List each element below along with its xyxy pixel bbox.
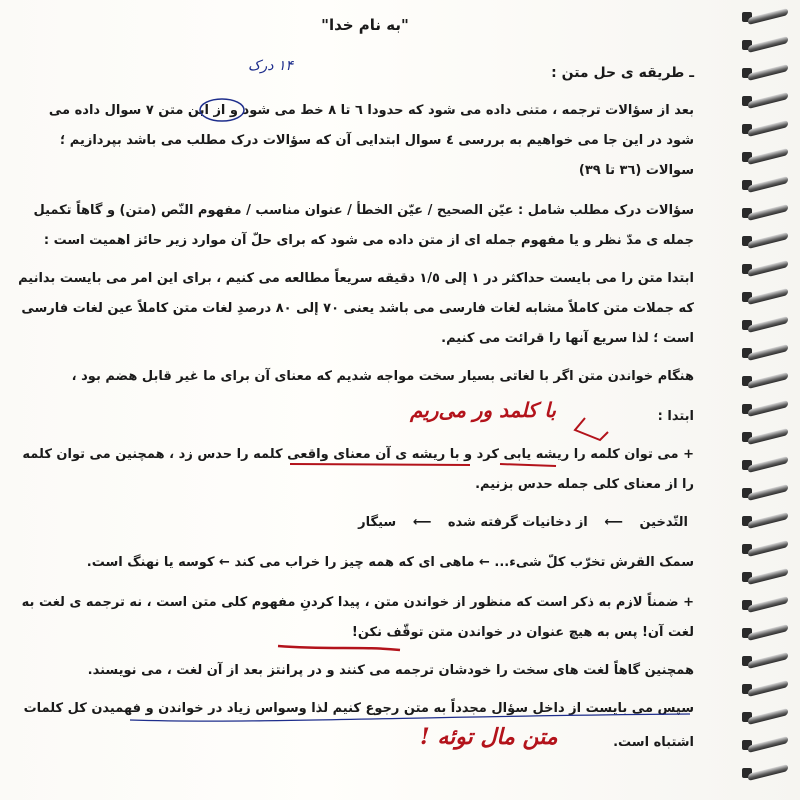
- spiral-coil: [742, 316, 794, 334]
- text-line-8: است ؛ لذا سریع آنها را قرائت می کنیم.: [441, 331, 694, 346]
- chain-term-a: التّدخین: [639, 515, 688, 530]
- text-line-1: بعد از سؤالات ترجمه ، متنی داده می شود که حدودا ٦ تا ٨ خط می شود و از این متن ٧ سوال داده می: [48, 103, 694, 118]
- spiral-coil: [742, 288, 794, 306]
- spiral-coil: [742, 344, 794, 362]
- text-line-7: که جملات متن کاملاً مشابه لغات فارسی می باشد یعنی ٧٠ إلی ٨٠ درصدِ لغات متن کاملاً عین لغات فارسی: [21, 301, 694, 316]
- spiral-coil: [742, 764, 794, 782]
- spiral-coil: [742, 372, 794, 390]
- spiral-coil: [742, 652, 794, 670]
- spiral-coil: [742, 260, 794, 278]
- text-line-11: + می توان کلمه را ریشه یابی کرد و با ریشه ی آن معنای واقعی کلمه را حدس زد ، همچنین می توان کلمه: [22, 447, 694, 462]
- page-title: "به نام خدا": [321, 16, 409, 34]
- text-line-12: را از معنای کلی جمله حدس بزنیم.: [475, 477, 694, 492]
- spiral-coil: [742, 204, 794, 222]
- spiral-coil: [742, 624, 794, 642]
- text-line-14: + ضمناً لازم به ذکر است که منظور از خواندن متن ، پیدا کردنِ مفهوم کلی متن است ، نه ترجمه ی لغت به: [21, 595, 694, 610]
- spiral-coil: [742, 512, 794, 530]
- spiral-coil: [742, 540, 794, 558]
- arrow-left-icon: ⟵: [604, 515, 623, 530]
- text-line-6: ابتدا متن را می بایست حداکثر در ١ إلی ١/٥ دقیقه سریعاً مطالعه می کنیم ، برای این امر می بایست بدانیم: [18, 271, 694, 286]
- spiral-coil: [742, 428, 794, 446]
- spiral-coil: [742, 36, 794, 54]
- text-line-9: هنگام خواندن متن اگر با لغاتی بسیار سخت مواجه شدیم که معنای آن برای ما غیر قابل هضم بود ،: [71, 369, 694, 384]
- spiral-coil: [742, 484, 794, 502]
- spiral-coil: [742, 568, 794, 586]
- start-handwritten-note: با کلمد ور می‌ریم: [410, 398, 556, 422]
- spiral-coil: [742, 680, 794, 698]
- document-body: [20, 0, 710, 800]
- spiral-coil: [742, 708, 794, 726]
- spiral-coil: [742, 400, 794, 418]
- section-heading: ـ طریقه ی حل متن :: [551, 65, 694, 81]
- chain-term-c: سیگار: [358, 515, 397, 530]
- bottom-handwritten-note: متن مال توئه !: [420, 724, 558, 750]
- spiral-coil: [742, 232, 794, 250]
- margin-count-note: ۱۴ درک: [248, 58, 294, 74]
- text-line-17: سپس می بایست از داخل سؤال مجدداً به متن رجوع کنیم لذا وسواس زیاد در خواندن و فهمیدن کل کلمات: [23, 701, 694, 716]
- spiral-coil: [742, 148, 794, 166]
- text-line-15: لغت آن! پس به هیچ عنوان در خواندن متن توقّف نکن!: [351, 625, 694, 640]
- text-line-18: اشتباه است.: [613, 735, 694, 750]
- notebook-spiral-binding: [736, 0, 800, 800]
- text-line-5: جمله ی مدّ نظر و یا مفهوم جمله ای از متن داده می شود که برای حلّ آن موارد زیر حائز اهمیت است :: [43, 233, 694, 248]
- text-line-13: سمک القرش تخرّب کلّ شیء... ← ماهی ای که همه چیز را خراب می کند ← کوسه یا نهنگ است.: [86, 555, 694, 570]
- text-line-3: سوالات (٣٦ تا ٣٩): [578, 163, 694, 178]
- spiral-coil: [742, 456, 794, 474]
- spiral-coil: [742, 736, 794, 754]
- spiral-coil: [742, 120, 794, 138]
- spiral-coil: [742, 64, 794, 82]
- spiral-coil: [742, 92, 794, 110]
- example-chain-row: [28, 512, 694, 534]
- arrow-left-icon: ⟵: [412, 515, 432, 530]
- text-line-2: شود در این جا می خواهیم به بررسی ٤ سوال ابتدایی آن که سؤالات درک مطلب می باشد بپردازیم ؛: [60, 133, 694, 148]
- chain-term-b: از دخانیات گرفته شده: [447, 515, 588, 530]
- spiral-coil: [742, 596, 794, 614]
- text-line-4: سؤالات درک مطلب شامل : عیّن الصحیح / عیّن الخطأ / عنوان مناسب / مفهوم النّص (متن) و گاهاً تکمیل: [33, 203, 694, 218]
- text-line-16: همچنین گاهاً لغت های سخت را خودشان ترجمه می کنند و در پرانتز بعد از آن لغت ، می نویسند.: [87, 663, 694, 678]
- spiral-coil: [742, 8, 794, 26]
- text-line-10: ابتدا :: [657, 409, 694, 424]
- spiral-coil: [742, 176, 794, 194]
